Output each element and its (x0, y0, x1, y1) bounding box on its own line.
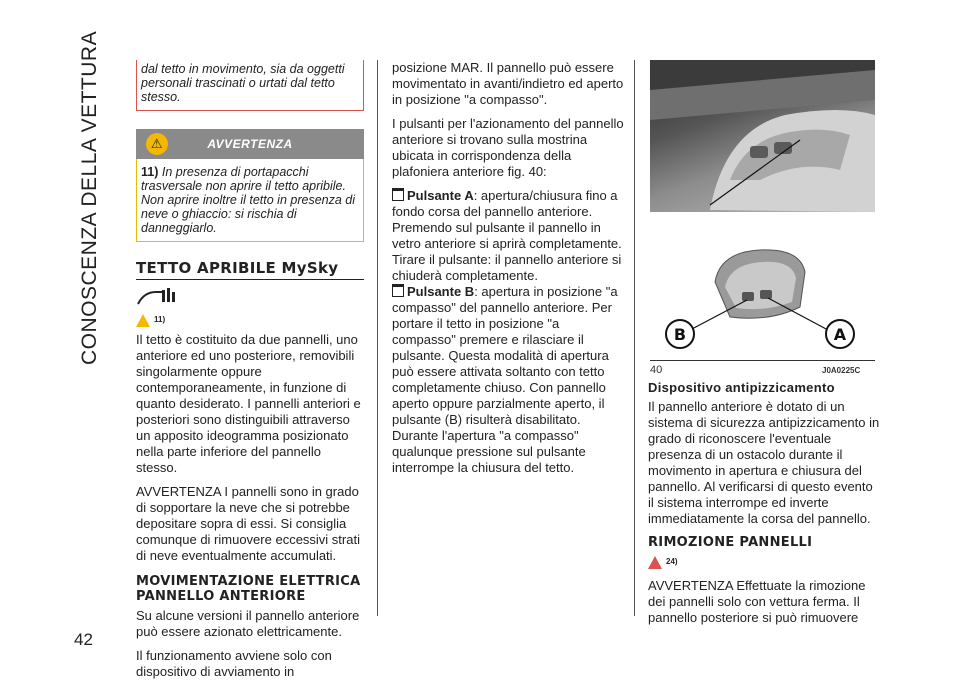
column-1 (136, 60, 364, 688)
sub-title-movimentazione: MOVIMENTAZIONE ELETTRICA PANNELLO ANTERIORE (136, 574, 361, 604)
sub-title-antipizzicamento: Dispositivo antipizzicamento (648, 380, 835, 395)
figure-code: J0A0225C (822, 366, 861, 375)
console-closeup-diagram (650, 212, 875, 360)
column-3-text (648, 380, 880, 634)
warning-ref-24-row (648, 554, 880, 570)
para-rimozione: AVVERTENZA Effettuate la rimozione dei pannelli solo con vettura ferma. Il pannello posteriore si può rimuovere (648, 578, 866, 625)
note-text: dal tetto in movimento, sia da oggetti personali trascinati o urtati dal tetto stesso. (141, 62, 345, 104)
para-col2-1: posizione MAR. Il pannello può essere movimentato in avanti/indietro ed aperto in posizione "a compasso". (392, 60, 624, 107)
warning-ref-11: 11) (154, 315, 166, 324)
para-tetto-2: AVVERTENZA I pannelli sono in grado di sopportare la neve che si potrebbe depositare sopra di essi. Si consiglia comunque di rimuovere eccessivi strati di neve eventualmente accumulati. (136, 484, 360, 563)
figure-diagram (650, 212, 875, 361)
figure-photo (650, 60, 875, 212)
car-warning-icon: ⚠ (146, 133, 168, 155)
para-antipizzicamento: Il pannello anteriore è dotato di un sistema di sicurezza antipizzicamento in grado di riconoscere l'eventuale presenza di un ostacolo durante il movimento in apertura e chiusura del pannello. Al verificarsi di questo evento il sistema interrompe ed inverte immediatamente la corsa del pannello. (648, 399, 880, 526)
roof-icon-row (136, 286, 364, 308)
warning-triangle-icon (648, 556, 662, 569)
warning-ref-24: 24) (666, 557, 678, 566)
column-divider-1 (377, 60, 378, 616)
warning-text: In presenza di portapacchi trasversale non aprire il tetto apribile. Non aprire inoltre il tetto in presenza di neve o ghiaccio: si rischia di danneggiarlo. (141, 165, 356, 235)
label-b: B (673, 325, 687, 344)
warning-header (136, 129, 364, 159)
note-box (136, 60, 364, 111)
button-a-text: : apertura/chiusura fino a fondo corsa del pannello anteriore. Premendo sul pulsante il pannello in vetro anteriore si aprirà completamente. Tirare il pulsante: il pannello anteriore si chiuderà completamente. (392, 188, 622, 283)
column-divider-2 (634, 60, 635, 616)
button-a-label: Pulsante A (407, 188, 474, 203)
para-col2-2: I pulsanti per l'azionamento del pannello anteriore si trovano sulla mostrina ubicata in corrispondenza della plafoniera anteriore fig. 40: (392, 116, 624, 179)
warning-number: 11) (141, 165, 159, 179)
warning-body (136, 159, 364, 242)
button-a-item (392, 188, 624, 284)
section-title-tetto: TETTO APRIBILE MySky (136, 260, 364, 280)
warning-triangle-icon (136, 314, 150, 327)
button-bullet-icon (392, 188, 404, 201)
warning-title: AVVERTENZA (207, 137, 293, 151)
label-a: A (833, 325, 847, 344)
side-section-title: CONOSCENZA DELLA VETTURA (78, 30, 101, 365)
figure-number: 40 (650, 364, 663, 376)
para-movimentazione-2: Il funzionamento avviene solo con dispositivo di avviamento in (136, 648, 332, 679)
para-tetto-1: Il tetto è costituito da due pannelli, uno anteriore ed uno posteriore, removibili singolarmente oppure contemporaneamente, in funzione di quanto desiderato. I pannelli anteriori e posteriori sono distinguibili attraverso un apposito ideogramma posizionato nella parte inferiore del pannello stesso. (136, 332, 361, 475)
column-2 (392, 60, 624, 484)
button-b-text: : apertura in posizione "a compasso" del pannello anteriore. Per portare il tetto in posizione "a compasso" premere e rilasciare il pulsante. Questa modalità di apertura può essere attivata soltanto con tetto completamente chiuso. Con pannello aperto oppure parzialmente aperto, il pulsante (B) risulterà disabilitato. Durante l'apertura "a compasso" qualunque pressione sul pulsante interrompe la chiusura del tetto. (392, 284, 618, 475)
para-movimentazione-1: Su alcune versioni il pannello anteriore può essere azionato elettricamente. (136, 608, 360, 639)
section-title-rimozione: RIMOZIONE PANNELLI (648, 535, 813, 550)
sunroof-icon (136, 286, 176, 308)
button-b-label: Pulsante B (407, 284, 475, 299)
overhead-console-photo (650, 60, 875, 212)
button-bullet-icon (392, 284, 404, 297)
warning-ref-row (136, 312, 364, 328)
page-number: 42 (74, 630, 93, 649)
button-b-item (392, 284, 624, 476)
